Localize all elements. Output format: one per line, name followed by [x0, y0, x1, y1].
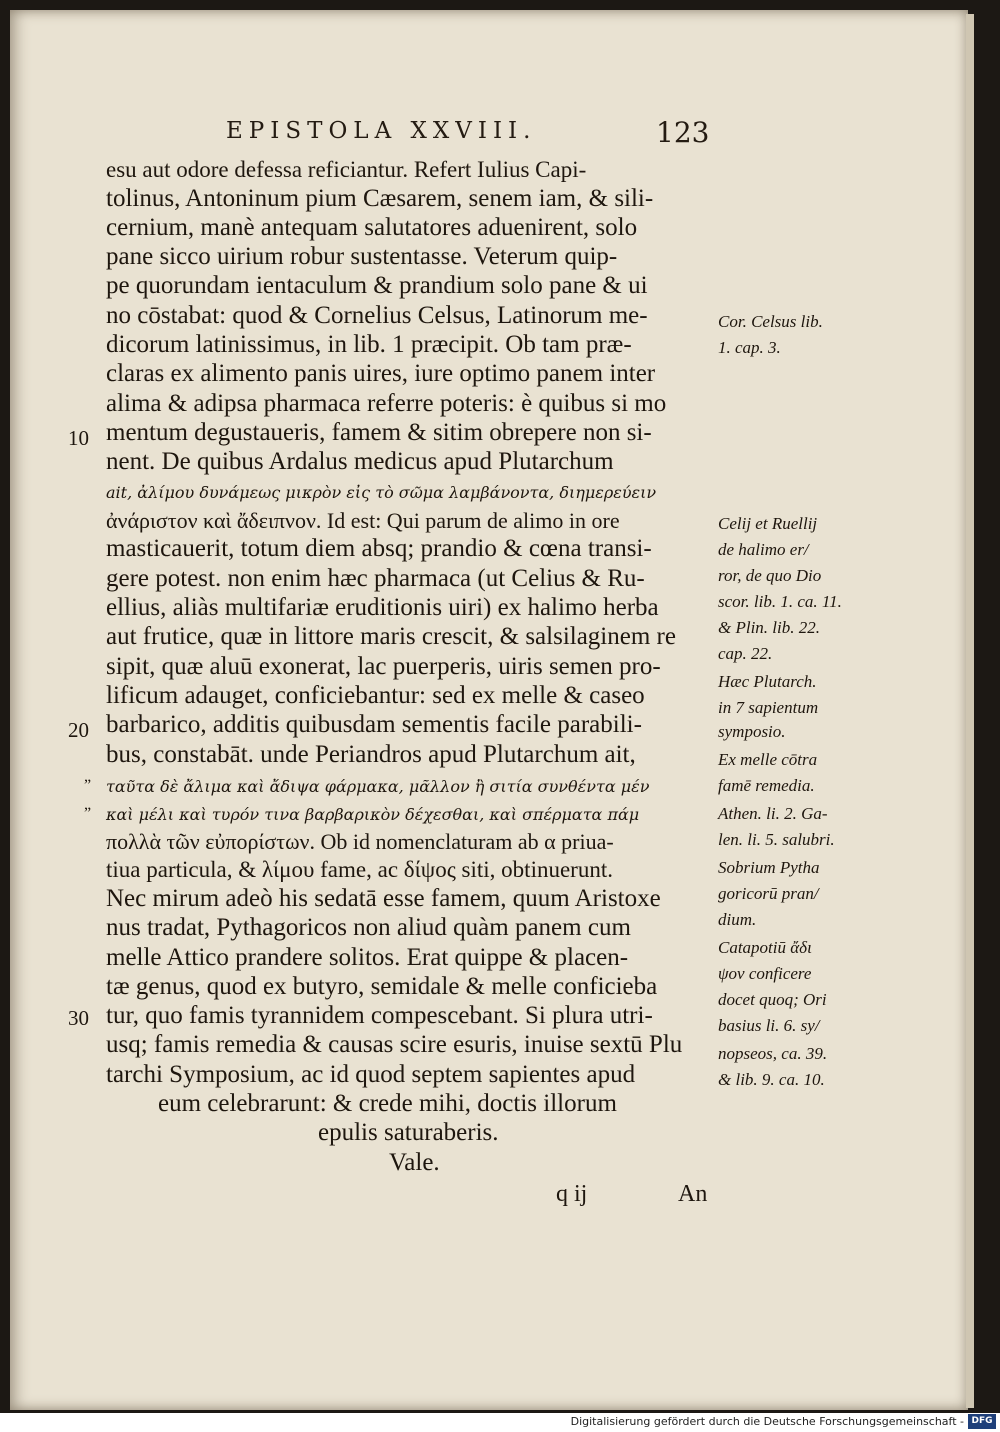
text-line: sipit, quæ aluū exonerat, lac puerperis, uiris semen pro- — [106, 653, 661, 680]
text-line: ellius, aliàs multifariæ eruditionis uiri) ex halimo herba — [106, 594, 659, 621]
margin-note: goricorū pran/ — [718, 884, 819, 903]
text-line: esu aut odore defessa reficiantur. Refert Iulius Capi- — [106, 157, 587, 182]
line-number: 20 — [68, 718, 89, 742]
text-line: epulis saturaberis. — [318, 1119, 499, 1146]
margin-note: Cor. Celsus lib. — [718, 312, 823, 331]
text-line: tiua particula, & λίμου fame, ac δίψος siti, obtinuerunt. — [106, 857, 613, 882]
closing-vale: Vale. — [389, 1149, 440, 1176]
margin-note: Catapotiū ἄδι — [718, 938, 812, 957]
text-line: mentum degustaueris, famem & sitim obrepere non si- — [106, 419, 652, 446]
text-line: aut frutice, quæ in littore maris crescit, & salsilaginem re — [106, 623, 676, 650]
text-line: dicorum latinissimus, in lib. 1 præcipit. Ob tam præ- — [106, 331, 632, 358]
quotation-marker: ” — [84, 805, 92, 822]
text-line: tur, quo famis tyrannidem compescebant. Si plura utri- — [106, 1002, 653, 1029]
margin-note: symposio. — [718, 722, 786, 741]
text-line: Nec mirum adeò his sedatā esse famem, quum Aristoxe — [106, 885, 661, 912]
margin-note: & lib. 9. ca. 10. — [718, 1070, 825, 1089]
text-line: lificum adauget, conficiebantur: sed ex melle & caseo — [106, 682, 645, 709]
margin-note: 1. cap. 3. — [718, 338, 781, 357]
text-line: gere potest. non enim hæc pharmaca (ut Celius & Ru- — [106, 565, 645, 592]
text-line: tarchi Symposium, ac id quod septem sapientes apud — [106, 1061, 636, 1088]
margin-note: ψον conficere — [718, 964, 812, 983]
dfg-logo: DFG — [968, 1414, 996, 1429]
text-line: ἀνάριστον καὶ ἄδειπνον. Id est: Qui parum de alimo in ore — [106, 508, 620, 533]
margin-note: dium. — [718, 910, 757, 929]
text-line: alima & adipsa pharmaca referre poteris: è quibus si mo — [106, 390, 667, 417]
text-line: barbarico, additis quibusdam sementis facile parabili- — [106, 711, 642, 738]
text-line: no cōstabat: quod & Cornelius Celsus, Latinorum me- — [106, 302, 648, 329]
margin-note: famē remedia. — [718, 776, 815, 795]
margin-note: in 7 sapientum — [718, 698, 819, 717]
page-edge — [966, 14, 974, 1408]
footer-credit: Digitalisierung gefördert durch die Deutsche Forschungsgemeinschaft - — [570, 1415, 964, 1428]
text-line: nent. De quibus Ardalus medicus apud Plutarchum — [106, 448, 614, 475]
margin-note: de halimo er/ — [718, 540, 809, 559]
margin-note: Hæc Plutarch. — [718, 672, 817, 691]
text-line: masticauerit, totum diem absq; prandio & cœna transi- — [106, 535, 652, 562]
margin-note: Ex melle cōtra — [718, 750, 818, 769]
catchword: An — [678, 1181, 708, 1207]
greek-text-line: καὶ μέλι καὶ τυρόν τινα βαρβαρικὸν δέχεσθαι, καὶ σπέρματα πάμ — [106, 805, 640, 824]
line-number: 30 — [68, 1006, 89, 1030]
margin-note: & Plin. lib. 22. — [718, 618, 820, 637]
text-line: πολλὰ τῶν εὐπορίστων. Ob id nomenclaturam ab α priua- — [106, 829, 614, 854]
line-number: 10 — [68, 426, 89, 450]
greek-text-line: ταῦτα δὲ ἄλιμα καὶ ἄδιψα φάρμακα, μᾶλλον ἢ σιτία συνθέντα μέν — [106, 777, 650, 796]
margin-note: scor. lib. 1. ca. 11. — [718, 592, 842, 611]
text-line: tolinus, Antoninum pium Cæsarem, senem iam, & sili- — [106, 185, 654, 212]
text-line: pane sicco uirium robur sustentasse. Veterum quip- — [106, 243, 618, 270]
margin-note: docet quoq; Ori — [718, 990, 827, 1009]
text-line: eum celebrarunt: & crede mihi, doctis illorum — [158, 1090, 617, 1117]
text-line: claras ex alimento panis uires, iure optimo panem inter — [106, 360, 656, 387]
text-line: cernium, manè antequam salutatores aduenirent, solo — [106, 214, 638, 241]
running-header: EPISTOLA XXVIII. — [226, 118, 537, 144]
text-line: pe quorundam ientaculum & prandium solo pane & ui — [106, 272, 648, 299]
text-line: nus tradat, Pythagoricos non aliud quàm panem cum — [106, 914, 631, 941]
margin-note: Celij et Ruellij — [718, 514, 818, 533]
margin-note: len. li. 5. salubri. — [718, 830, 835, 849]
margin-note: cap. 22. — [718, 644, 773, 663]
margin-note: Athen. li. 2. Ga- — [718, 804, 828, 823]
text-line: melle Attico prandere solitos. Erat quippe & placen- — [106, 944, 629, 971]
margin-note: ror, de quo Dio — [718, 566, 822, 585]
quotation-marker: ” — [84, 777, 92, 794]
text-line: usq; famis remedia & causas scire esuris, inuise sextū Plu — [106, 1031, 683, 1058]
signature-mark: q ij — [556, 1181, 588, 1207]
page-number: 123 — [656, 116, 710, 149]
margin-note: basius li. 6. sy/ — [718, 1016, 820, 1035]
text-line: bus, constabāt. unde Periandros apud Plutarchum ait, — [106, 741, 636, 768]
margin-note: nopseos, ca. 39. — [718, 1044, 828, 1063]
margin-note: Sobrium Pytha — [718, 858, 820, 877]
text-line: tæ genus, quod ex butyro, semidale & melle conficieba — [106, 973, 658, 1000]
greek-text-line: ait, ἀλίμου δυνάμεως μικρὸν εἰς τὸ σῶμα λαμβάνοντα, διημερεύειν — [106, 483, 657, 502]
